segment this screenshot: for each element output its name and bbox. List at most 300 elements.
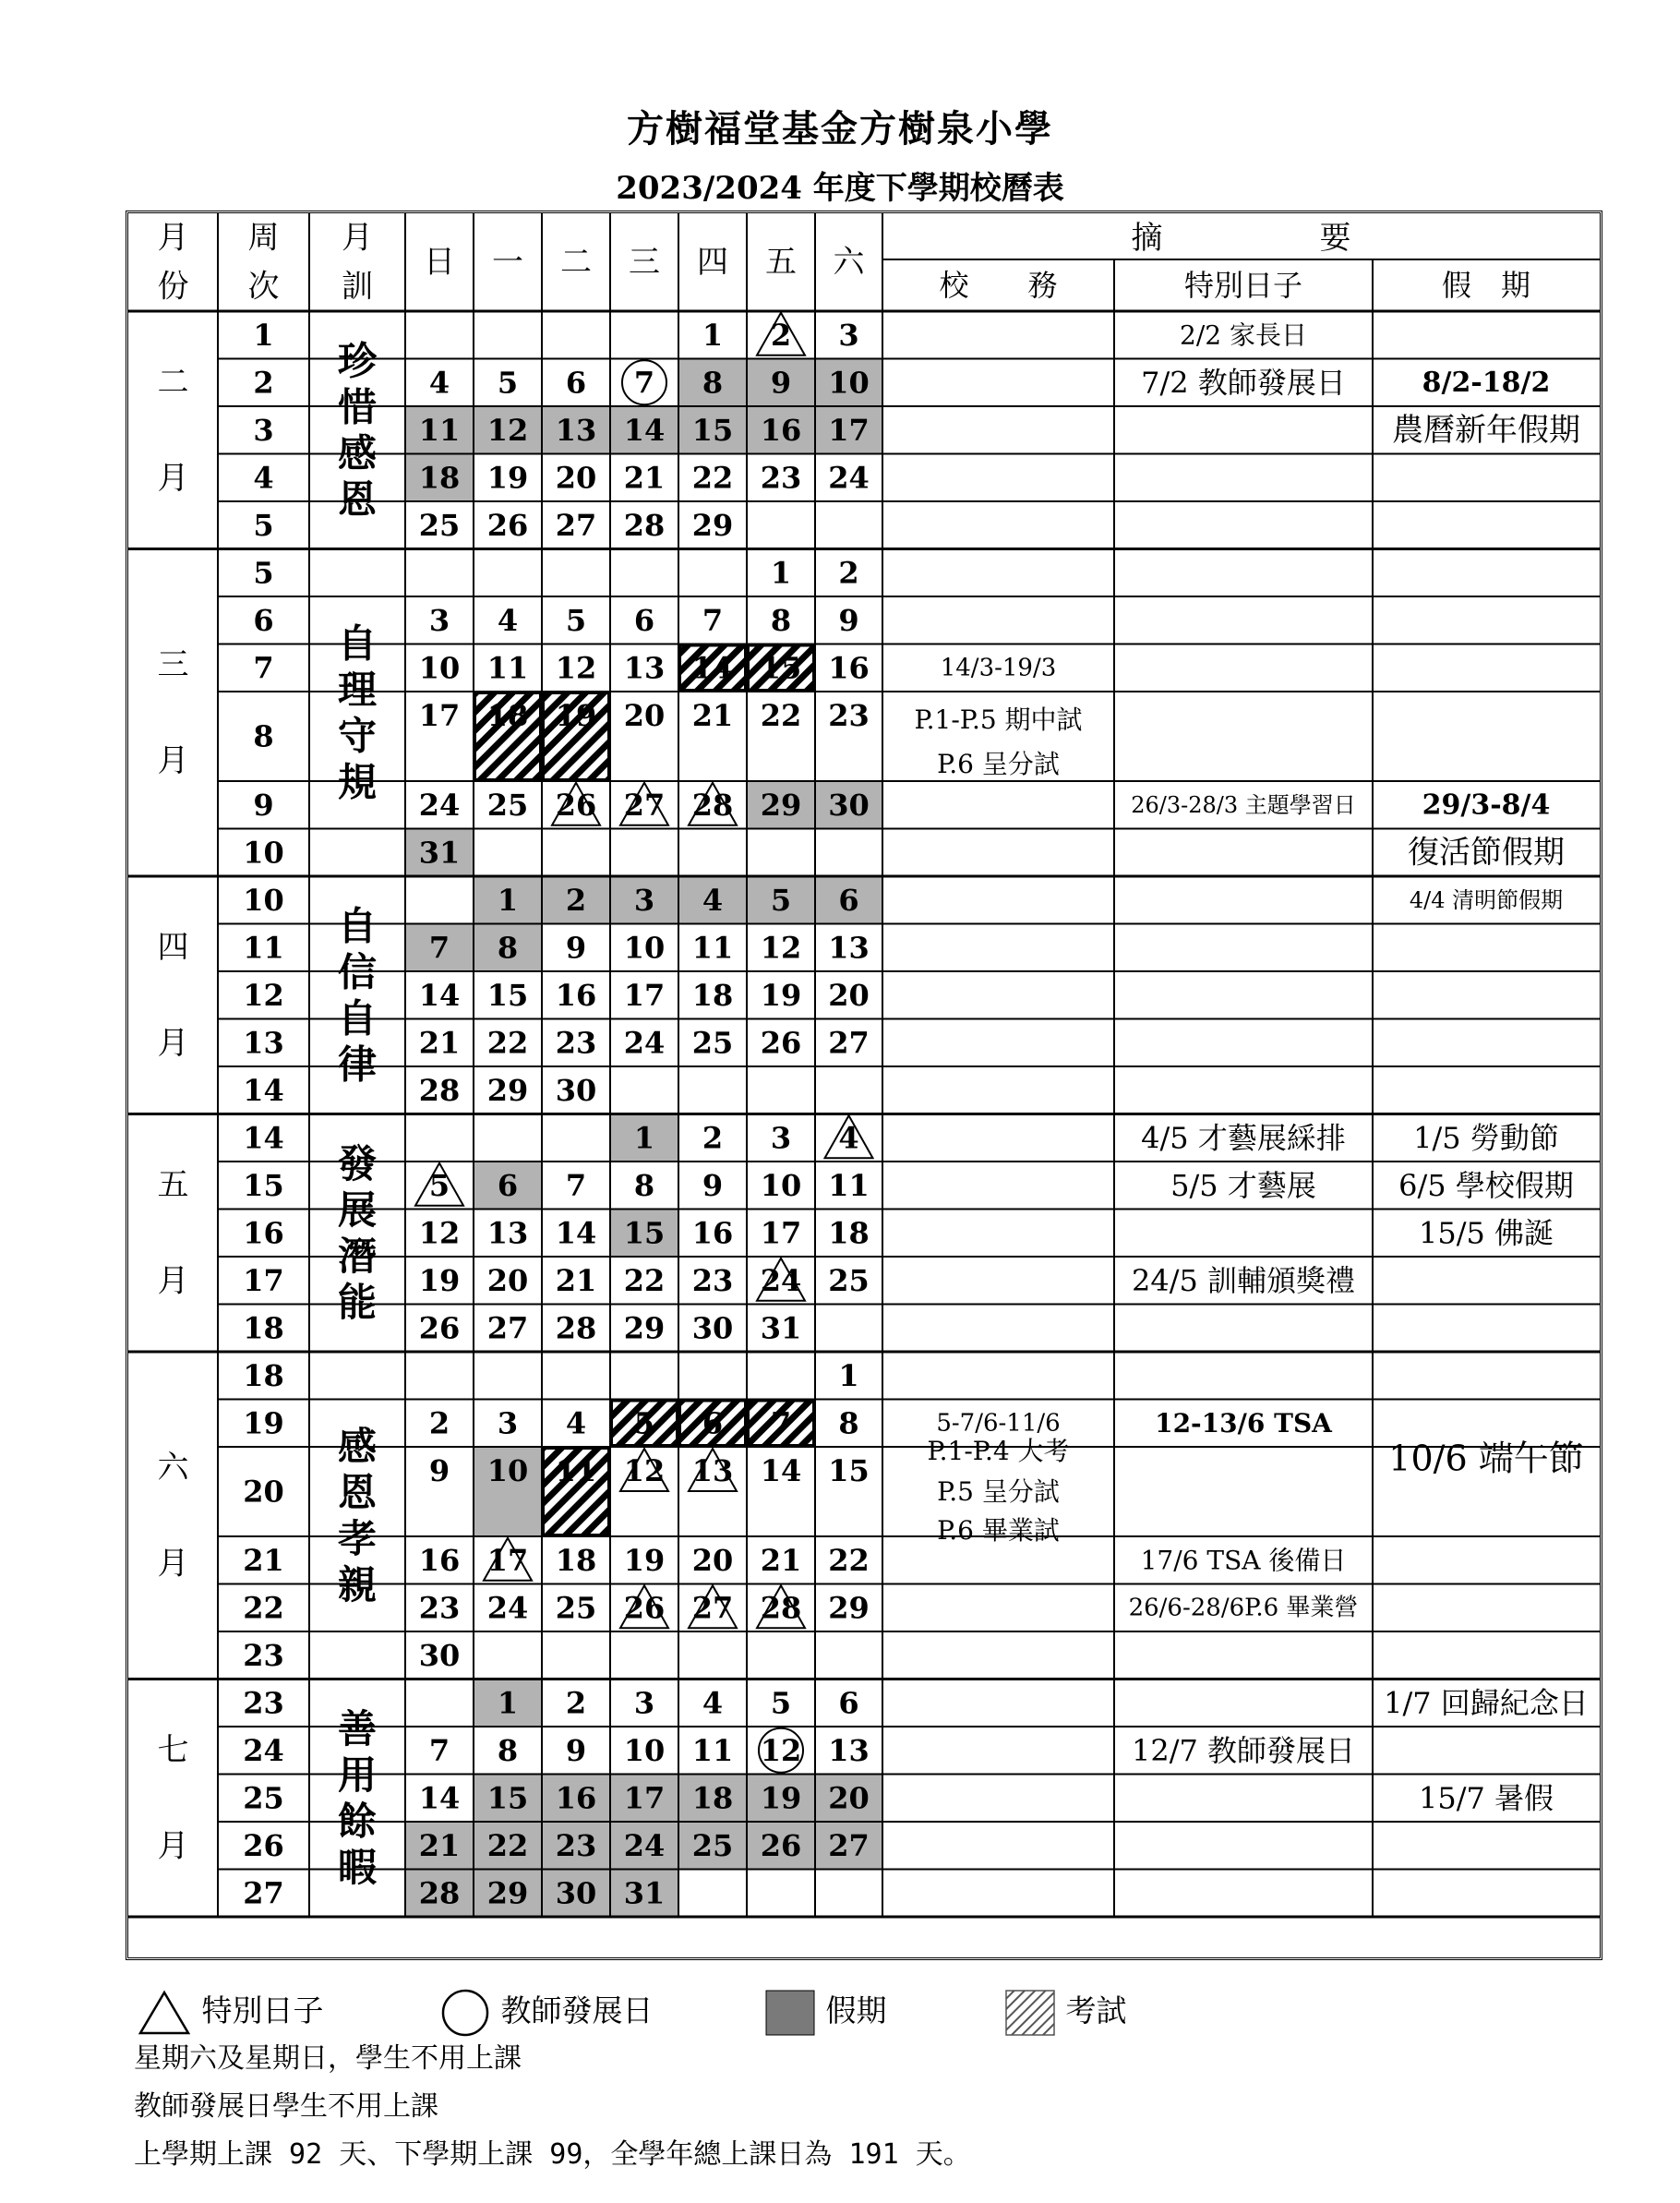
day-number: 9	[770, 365, 792, 401]
month-name: 三	[157, 645, 189, 683]
day-number: 11	[418, 412, 461, 448]
day-number: 26	[760, 1025, 802, 1061]
day-number: 12	[486, 412, 529, 448]
week-number: 27	[243, 1875, 284, 1911]
day-number: 21	[418, 1025, 461, 1061]
week-number: 6	[253, 602, 274, 638]
day-number: 11	[828, 1167, 870, 1203]
day-number: 30	[555, 1875, 597, 1911]
day-number: 29	[760, 787, 802, 823]
day-number: 14	[418, 977, 461, 1013]
day-number: 7	[770, 1405, 792, 1441]
day-number: 18	[828, 1215, 870, 1251]
day-number: 1	[633, 1120, 655, 1156]
day-number: 8	[770, 602, 792, 638]
week-number: 17	[243, 1262, 284, 1298]
day-number: 28	[555, 1310, 597, 1346]
day-number: 5	[770, 882, 792, 918]
day-number: 6	[633, 602, 655, 638]
day-number: 7	[565, 1167, 587, 1203]
legend-exam	[1004, 1987, 1127, 2037]
day-number: 1	[770, 555, 792, 591]
school-affair-text: 14/3-19/3	[940, 654, 1057, 682]
month-motto: 善	[337, 1705, 378, 1752]
day-number: 16	[760, 412, 802, 448]
day-number: 29	[486, 1875, 529, 1911]
header-month: 份	[157, 268, 189, 306]
school-affair-text: P.5 呈分試	[937, 1476, 1060, 1507]
day-number: 19	[623, 1542, 666, 1578]
day-number: 3	[770, 1120, 792, 1156]
special-day-text: 2/2 家長日	[1180, 319, 1307, 351]
legend-teacher-label: 教師發展日	[500, 1992, 654, 2028]
week-number: 23	[243, 1637, 284, 1673]
day-number: 23	[555, 1025, 597, 1061]
week-number: 19	[243, 1405, 284, 1441]
day-number: 11	[691, 1732, 734, 1768]
calendar-grid	[128, 213, 1600, 1957]
week-number: 22	[243, 1590, 284, 1626]
day-number: 3	[633, 1685, 655, 1721]
header-school-affairs: 校 務	[939, 268, 1058, 303]
week-number: 24	[243, 1732, 284, 1768]
day-number: 28	[760, 1590, 802, 1626]
holiday-text: 15/7 暑假	[1418, 1780, 1554, 1816]
special-day-text: 12-13/6 TSA	[1155, 1407, 1332, 1439]
day-number: 7	[428, 1732, 450, 1768]
day-number: 1	[838, 1357, 859, 1393]
legend-special	[137, 1987, 324, 2037]
day-number: 6	[838, 1685, 859, 1721]
day-number: 24	[486, 1590, 529, 1626]
day-number: 15	[486, 1780, 529, 1816]
day-number: 23	[418, 1590, 461, 1626]
day-number: 19	[760, 1780, 802, 1816]
week-number: 15	[243, 1167, 284, 1203]
day-number: 17	[828, 412, 870, 448]
month-motto: 理	[337, 667, 378, 713]
day-number: 26	[760, 1827, 802, 1863]
day-number: 25	[691, 1827, 734, 1863]
page-subtitle: 2023/2024 年度下學期校曆表	[616, 170, 1064, 207]
day-number: 29	[691, 507, 734, 543]
week-number: 26	[243, 1827, 284, 1863]
header-week: 次	[247, 268, 280, 306]
day-number: 9	[702, 1167, 724, 1203]
day-number: 19	[555, 698, 597, 733]
week-number: 11	[243, 930, 284, 966]
month-name: 月	[157, 1545, 189, 1583]
day-number: 24	[623, 1025, 666, 1061]
month-motto: 暇	[337, 1844, 378, 1890]
day-number: 12	[623, 1453, 666, 1488]
day-number: 25	[828, 1262, 870, 1298]
day-number: 18	[691, 977, 734, 1013]
holiday-text: 4/4 清明節假期	[1409, 886, 1564, 913]
day-number: 22	[486, 1827, 529, 1863]
week-number: 4	[253, 460, 274, 496]
holiday-text: 15/5 佛誕	[1418, 1215, 1554, 1251]
header-week: 周	[247, 219, 280, 257]
month-motto: 自	[337, 995, 378, 1041]
month-motto: 餘	[337, 1798, 378, 1844]
holiday-swatch-icon	[764, 1989, 816, 2037]
header-day: 六	[833, 244, 865, 281]
month-motto: 自	[337, 903, 378, 949]
day-number: 3	[497, 1405, 519, 1441]
day-number: 24	[760, 1262, 802, 1298]
week-number: 12	[243, 977, 284, 1013]
special-day-text: 26/3-28/3 主題學習日	[1131, 791, 1356, 818]
day-number: 17	[623, 977, 666, 1013]
day-number: 5	[497, 365, 519, 401]
day-number: 23	[760, 460, 802, 496]
day-number: 16	[555, 1780, 597, 1816]
day-number: 6	[565, 365, 587, 401]
day-number: 24	[828, 460, 870, 496]
day-number: 25	[418, 507, 461, 543]
legend-exam-label: 考試	[1065, 1992, 1127, 2028]
legend-holiday-label: 假期	[825, 1992, 887, 2028]
day-number: 27	[486, 1310, 529, 1346]
special-day-text: 4/5 才藝展綵排	[1141, 1120, 1346, 1156]
month-motto: 感	[337, 430, 378, 476]
month-motto: 守	[337, 713, 378, 759]
holiday-text: 29/3-8/4	[1422, 789, 1551, 822]
day-number: 29	[828, 1590, 870, 1626]
day-number: 10	[828, 365, 870, 401]
day-number: 25	[555, 1590, 597, 1626]
day-number: 2	[565, 882, 587, 918]
day-number: 13	[486, 1215, 529, 1251]
day-number: 3	[633, 882, 655, 918]
week-number: 10	[243, 835, 284, 871]
month-motto: 恩	[337, 1469, 378, 1515]
day-number: 28	[418, 1875, 461, 1911]
holiday-text: 農曆新年假期	[1392, 411, 1580, 449]
day-number: 4	[428, 365, 450, 401]
month-motto: 親	[337, 1561, 378, 1607]
header-day: 二	[560, 244, 592, 281]
day-number: 7	[702, 602, 724, 638]
day-number: 22	[828, 1542, 870, 1578]
legend-teacher	[439, 1987, 654, 2037]
day-number: 18	[486, 698, 529, 733]
month-motto: 發	[337, 1140, 378, 1186]
day-number: 15	[691, 412, 734, 448]
week-number: 20	[243, 1474, 284, 1510]
day-number: 17	[418, 698, 461, 733]
special-day-text: 12/7 教師發展日	[1131, 1732, 1356, 1768]
day-number: 22	[691, 460, 734, 496]
day-number: 10	[623, 1732, 666, 1768]
day-number: 12	[760, 930, 802, 966]
month-name: 月	[157, 459, 189, 497]
month-name: 月	[157, 1827, 189, 1865]
day-number: 26	[623, 1590, 666, 1626]
day-number: 10	[623, 930, 666, 966]
day-number: 20	[828, 977, 870, 1013]
day-number: 28	[418, 1072, 461, 1108]
day-number: 23	[555, 1827, 597, 1863]
day-number: 21	[555, 1262, 597, 1298]
day-number: 15	[486, 977, 529, 1013]
legend-holiday	[764, 1987, 887, 2037]
day-number: 14	[623, 412, 666, 448]
day-number: 27	[555, 507, 597, 543]
header-special-days: 特別日子	[1183, 268, 1303, 303]
week-number: 1	[253, 317, 274, 353]
day-number: 21	[623, 460, 666, 496]
month-motto: 珍	[337, 338, 378, 384]
day-number: 2	[428, 1405, 450, 1441]
day-number: 13	[691, 1453, 734, 1488]
week-number: 23	[243, 1685, 284, 1721]
week-number: 25	[243, 1780, 284, 1816]
week-number: 8	[253, 718, 274, 754]
day-number: 2	[565, 1685, 587, 1721]
day-number: 17	[760, 1215, 802, 1251]
day-number: 14	[418, 1780, 461, 1816]
day-number: 16	[418, 1542, 461, 1578]
day-number: 27	[691, 1590, 734, 1626]
legend-special-label: 特別日子	[201, 1992, 324, 2028]
day-number: 27	[828, 1827, 870, 1863]
day-number: 17	[486, 1542, 529, 1578]
holiday-text: 10/6 端午節	[1388, 1438, 1584, 1479]
holiday-text: 6/5 學校假期	[1398, 1167, 1574, 1203]
header-summary: 摘 要	[1131, 220, 1351, 257]
day-number: 22	[623, 1262, 666, 1298]
header-holidays: 假 期	[1441, 268, 1531, 303]
day-number: 5	[565, 602, 587, 638]
day-number: 17	[623, 1780, 666, 1816]
day-number: 8	[497, 1732, 519, 1768]
day-number: 26	[418, 1310, 461, 1346]
month-motto: 能	[337, 1279, 378, 1325]
triangle-icon	[137, 1989, 192, 2037]
page-title: 方樹福堂基金方樹泉小學	[627, 107, 1053, 150]
day-number: 24	[623, 1827, 666, 1863]
day-number: 21	[760, 1542, 802, 1578]
day-number: 2	[702, 1120, 724, 1156]
day-number: 19	[486, 460, 529, 496]
school-affair-text: P.6 畢業試	[937, 1515, 1060, 1546]
special-day-text: 5/5 才藝展	[1170, 1167, 1316, 1203]
exam-swatch-icon	[1004, 1989, 1056, 2037]
day-number: 19	[418, 1262, 461, 1298]
month-motto: 展	[337, 1186, 378, 1233]
day-number: 20	[486, 1262, 529, 1298]
week-number: 7	[253, 650, 274, 686]
day-number: 18	[418, 460, 461, 496]
day-number: 7	[428, 930, 450, 966]
day-number: 9	[565, 930, 587, 966]
day-number: 20	[691, 1542, 734, 1578]
month-name: 七	[157, 1731, 189, 1769]
month-motto: 自	[337, 620, 378, 667]
day-number: 5	[633, 1405, 655, 1441]
special-day-text: 7/2 教師發展日	[1141, 365, 1346, 401]
day-number: 12	[418, 1215, 461, 1251]
month-motto: 潛	[337, 1233, 378, 1279]
month-name: 五	[157, 1166, 189, 1204]
day-number: 11	[555, 1453, 597, 1488]
month-motto: 惜	[337, 384, 378, 430]
day-number: 18	[691, 1780, 734, 1816]
day-number: 14	[691, 650, 734, 686]
day-number: 16	[555, 977, 597, 1013]
day-number: 27	[828, 1025, 870, 1061]
note-teacher-day: 教師發展日學生不用上課	[134, 2090, 438, 2123]
day-number: 23	[828, 698, 870, 733]
week-number: 14	[243, 1072, 284, 1108]
header-day: 一	[492, 244, 523, 281]
day-number: 22	[760, 698, 802, 733]
school-affair-text: P.1-P.4 大考	[927, 1436, 1070, 1466]
day-number: 9	[428, 1453, 450, 1488]
day-number: 25	[486, 787, 529, 823]
week-number: 5	[253, 555, 274, 591]
holiday-text: 8/2-18/2	[1422, 366, 1551, 399]
day-number: 9	[565, 1732, 587, 1768]
month-name: 月	[157, 1262, 189, 1300]
header-day: 日	[424, 244, 455, 281]
day-number: 20	[828, 1780, 870, 1816]
month-motto: 信	[337, 949, 378, 995]
day-number: 1	[702, 317, 724, 353]
day-number: 6	[838, 882, 859, 918]
special-day-text: 24/5 訓輔頒獎禮	[1131, 1262, 1356, 1298]
day-number: 2	[770, 317, 792, 353]
month-motto: 用	[337, 1752, 378, 1798]
day-number: 13	[555, 412, 597, 448]
week-number: 3	[253, 412, 274, 448]
day-number: 5	[428, 1167, 450, 1203]
month-name: 六	[157, 1449, 189, 1487]
month-name: 月	[157, 741, 189, 779]
header-day: 三	[629, 244, 660, 281]
day-number: 2	[838, 555, 859, 591]
special-day-text: 17/6 TSA 後備日	[1140, 1545, 1347, 1576]
day-number: 8	[497, 930, 519, 966]
day-number: 3	[428, 602, 450, 638]
day-number: 16	[691, 1215, 734, 1251]
day-number: 19	[760, 977, 802, 1013]
month-motto: 恩	[337, 476, 378, 523]
day-number: 28	[691, 787, 734, 823]
day-number: 11	[486, 650, 529, 686]
note-weekend: 星期六及星期日，學生不用上課	[134, 2042, 522, 2075]
week-number: 18	[243, 1357, 284, 1393]
day-number: 15	[760, 650, 802, 686]
day-number: 1	[497, 882, 519, 918]
school-affair-text: P.6 呈分試	[937, 749, 1060, 779]
day-number: 30	[691, 1310, 734, 1346]
school-affair-text: P.1-P.5 期中試	[914, 704, 1083, 735]
day-number: 13	[623, 650, 666, 686]
day-number: 30	[418, 1637, 461, 1673]
day-number: 18	[555, 1542, 597, 1578]
month-motto: 孝	[337, 1515, 378, 1561]
day-number: 10	[760, 1167, 802, 1203]
day-number: 24	[418, 787, 461, 823]
day-number: 16	[828, 650, 870, 686]
special-day-text: 26/6-28/6P.6 畢業營	[1128, 1594, 1359, 1622]
month-name: 二	[157, 363, 189, 401]
day-number: 31	[623, 1875, 666, 1911]
week-number: 10	[243, 882, 284, 918]
week-number: 13	[243, 1025, 284, 1061]
month-motto: 律	[337, 1041, 378, 1088]
week-number: 14	[243, 1120, 284, 1156]
day-number: 3	[838, 317, 859, 353]
day-number: 30	[555, 1072, 597, 1108]
day-number: 27	[623, 787, 666, 823]
day-number: 5	[770, 1685, 792, 1721]
day-number: 6	[702, 1405, 724, 1441]
day-number: 4	[702, 882, 724, 918]
month-motto: 感	[337, 1423, 378, 1469]
day-number: 1	[497, 1685, 519, 1721]
month-motto: 規	[337, 759, 378, 805]
day-number: 8	[702, 365, 724, 401]
day-number: 12	[555, 650, 597, 686]
holiday-text: 1/7 回歸紀念日	[1384, 1685, 1589, 1721]
day-number: 4	[497, 602, 519, 638]
day-number: 29	[486, 1072, 529, 1108]
day-number: 10	[418, 650, 461, 686]
day-number: 8	[838, 1405, 859, 1441]
calendar-table	[126, 211, 1602, 1960]
day-number: 8	[633, 1167, 655, 1203]
day-number: 26	[486, 507, 529, 543]
day-number: 21	[691, 698, 734, 733]
day-number: 31	[760, 1310, 802, 1346]
day-number: 4	[565, 1405, 587, 1441]
day-number: 20	[555, 460, 597, 496]
day-number: 25	[691, 1025, 734, 1061]
day-number: 26	[555, 787, 597, 823]
header-month: 月	[157, 219, 189, 257]
day-number: 6	[497, 1167, 519, 1203]
day-number: 12	[760, 1732, 802, 1768]
note-school-days: 上學期上課 92 天、下學期上課 99，全學年總上課日為 191 天。	[134, 2138, 971, 2171]
header-motto: 月	[342, 219, 373, 257]
circle-icon	[439, 1989, 491, 2037]
header-day: 五	[765, 244, 797, 281]
day-number: 15	[828, 1453, 870, 1488]
header-day: 四	[697, 244, 728, 281]
day-number: 13	[828, 1732, 870, 1768]
week-number: 2	[253, 365, 274, 401]
header-motto: 訓	[342, 268, 373, 306]
week-number: 9	[253, 787, 274, 823]
week-number: 18	[243, 1310, 284, 1346]
day-number: 31	[418, 835, 461, 871]
day-number: 14	[760, 1453, 802, 1488]
week-number: 16	[243, 1215, 284, 1251]
day-number: 23	[691, 1262, 734, 1298]
month-name: 四	[157, 928, 189, 966]
day-number: 4	[838, 1120, 859, 1156]
day-number: 13	[828, 930, 870, 966]
day-number: 14	[555, 1215, 597, 1251]
day-number: 21	[418, 1827, 461, 1863]
week-number: 21	[243, 1542, 284, 1578]
day-number: 11	[691, 930, 734, 966]
day-number: 15	[623, 1215, 666, 1251]
